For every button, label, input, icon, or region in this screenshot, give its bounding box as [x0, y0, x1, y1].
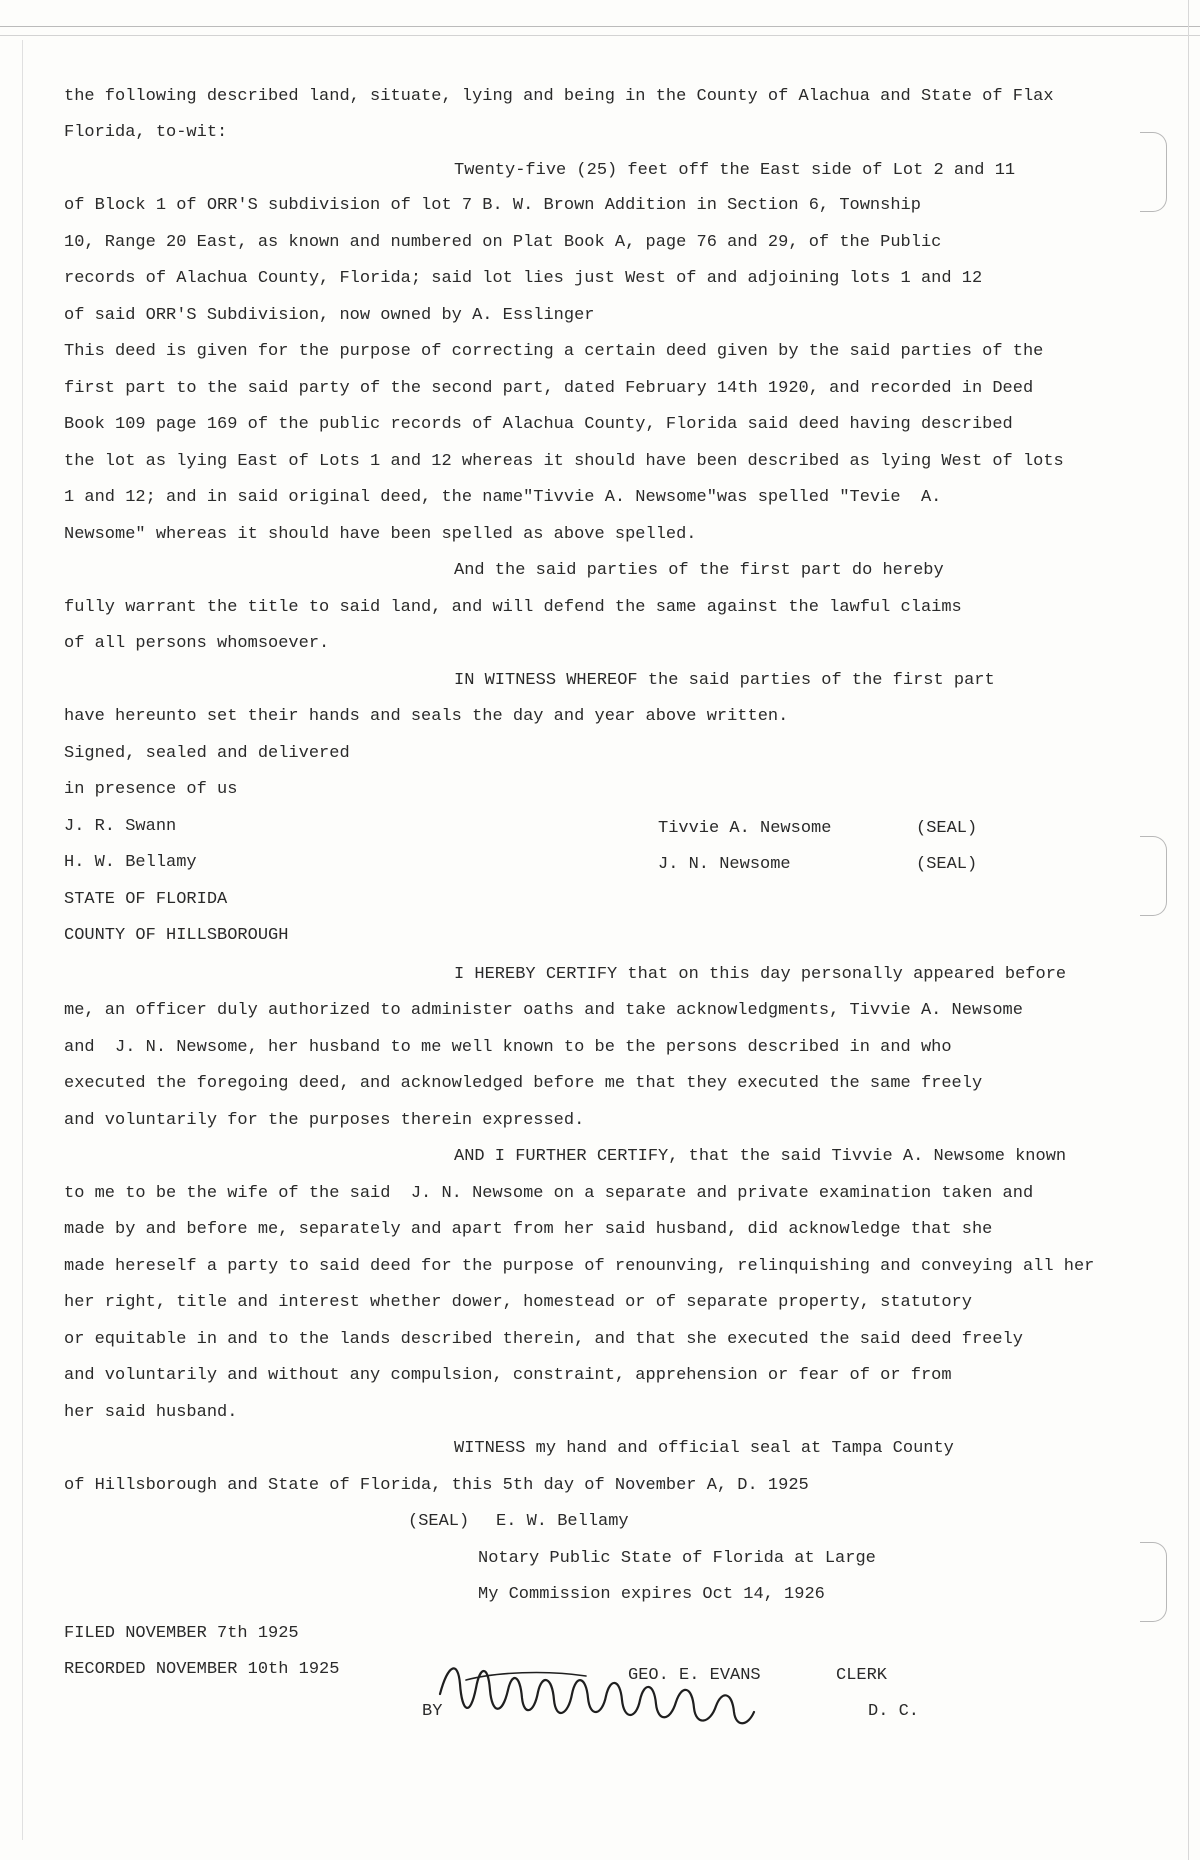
deed-line: 1 and 12; and in said original deed, the name"Tivvie A. Newsome"was spelled "Tevie A.: [64, 488, 942, 507]
binder-hole-top: [1140, 132, 1167, 212]
notary-seal-mark: (SEAL): [408, 1512, 470, 1531]
binder-hole-middle: [1140, 836, 1167, 916]
acknowledgment-line: made by and before me, separately and apart from her said husband, did acknowledge that she: [64, 1220, 993, 1239]
notary-commission: My Commission expires Oct 14, 1926: [478, 1585, 825, 1604]
deed-line: Newsome" whereas it should have been spelled as above spelled.: [64, 525, 697, 544]
deed-line: records of Alachua County, Florida; said lot lies just West of and adjoining lots 1 and 12: [64, 269, 983, 288]
clerk-title: CLERK: [836, 1666, 888, 1685]
deed-line: Twenty-five (25) feet off the East side of Lot 2 and 11: [454, 161, 1016, 180]
witness-name: J. R. Swann: [64, 817, 177, 836]
notary-title: Notary Public State of Florida at Large: [478, 1549, 876, 1568]
acknowledgment-line: I HEREBY CERTIFY that on this day personally appeared before: [454, 965, 1067, 984]
deed-line: have hereunto set their hands and seals the day and year above written.: [64, 707, 789, 726]
acknowledgment-line: AND I FURTHER CERTIFY, that the said Tivvie A. Newsome known: [454, 1147, 1067, 1166]
recorded-date: RECORDED NOVEMBER 10th 1925: [64, 1660, 340, 1679]
deed-line: of Block 1 of ORR'S subdivision of lot 7 B. W. Brown Addition in Section 6, Township: [64, 196, 921, 215]
deed-line: Signed, sealed and delivered: [64, 744, 350, 763]
venue-state: STATE OF FLORIDA: [64, 890, 228, 909]
acknowledgment-line: of Hillsborough and State of Florida, this 5th day of November A, D. 1925: [64, 1476, 809, 1495]
acknowledgment-line: and voluntarily and without any compulsion, constraint, apprehension or fear of or from: [64, 1366, 952, 1385]
clerk-name: GEO. E. EVANS: [628, 1666, 761, 1685]
filed-date: FILED NOVEMBER 7th 1925: [64, 1624, 299, 1643]
notary-name: E. W. Bellamy: [496, 1512, 629, 1531]
deed-line: Florida, to-wit:: [64, 123, 228, 142]
deed-line: of all persons whomsoever.: [64, 634, 330, 653]
page-right-edge: [1188, 0, 1189, 1860]
acknowledgment-line: and voluntarily for the purposes therein expressed.: [64, 1111, 585, 1130]
deed-line: Book 109 page 169 of the public records of Alachua County, Florida said deed having described: [64, 415, 1013, 434]
acknowledgment-line: to me to be the wife of the said J. N. Newsome on a separate and private examination taken and: [64, 1184, 1034, 1203]
seal-mark: (SEAL): [916, 855, 978, 874]
acknowledgment-line: made hereself a party to said deed for the purpose of renounving, relinquishing and conveying all her: [64, 1257, 1095, 1276]
deed-line: IN WITNESS WHEREOF the said parties of the first part: [454, 671, 995, 690]
acknowledgment-line: WITNESS my hand and official seal at Tampa County: [454, 1439, 954, 1458]
deed-line: And the said parties of the first part do hereby: [454, 561, 944, 580]
venue-county: COUNTY OF HILLSBOROUGH: [64, 926, 289, 945]
deed-line: This deed is given for the purpose of correcting a certain deed given by the said parties of the: [64, 342, 1044, 361]
witness-name: H. W. Bellamy: [64, 853, 197, 872]
deed-line: of said ORR'S Subdivision, now owned by A. Esslinger: [64, 306, 595, 325]
acknowledgment-line: me, an officer duly authorized to administer oaths and take acknowledgments, Tivvie A. Newsome: [64, 1001, 1023, 1020]
acknowledgment-line: or equitable in and to the lands described therein, and that she executed the said deed freely: [64, 1330, 1023, 1349]
deed-line: 10, Range 20 East, as known and numbered on Plat Book A, page 76 and 29, of the Public: [64, 233, 942, 252]
signer-name: Tivvie A. Newsome: [658, 819, 832, 838]
deed-line: first part to the said party of the second part, dated February 14th 1920, and recorded in Deed: [64, 379, 1034, 398]
page-left-edge: [22, 40, 23, 1840]
acknowledgment-line: her said husband.: [64, 1403, 238, 1422]
deed-line: in presence of us: [64, 780, 238, 799]
signer-name: J. N. Newsome: [658, 855, 791, 874]
by-label: BY: [422, 1702, 443, 1721]
deputy-clerk-label: D. C.: [868, 1702, 920, 1721]
handwritten-signature: [436, 1654, 758, 1734]
seal-mark: (SEAL): [916, 819, 978, 838]
acknowledgment-line: her right, title and interest whether dower, homestead or of separate property, statutory: [64, 1293, 972, 1312]
deed-line: fully warrant the title to said land, and will defend the same against the lawful claims: [64, 598, 962, 617]
page-top-rule: [0, 26, 1200, 36]
binder-hole-bottom: [1140, 1542, 1167, 1622]
deed-line: the lot as lying East of Lots 1 and 12 whereas it should have been described as lying West of lots: [64, 452, 1064, 471]
acknowledgment-line: executed the foregoing deed, and acknowledged before me that they executed the same freely: [64, 1074, 983, 1093]
deed-line: the following described land, situate, lying and being in the County of Alachua and State of Flax: [64, 87, 1054, 106]
acknowledgment-line: and J. N. Newsome, her husband to me well known to be the persons described in and who: [64, 1038, 952, 1057]
